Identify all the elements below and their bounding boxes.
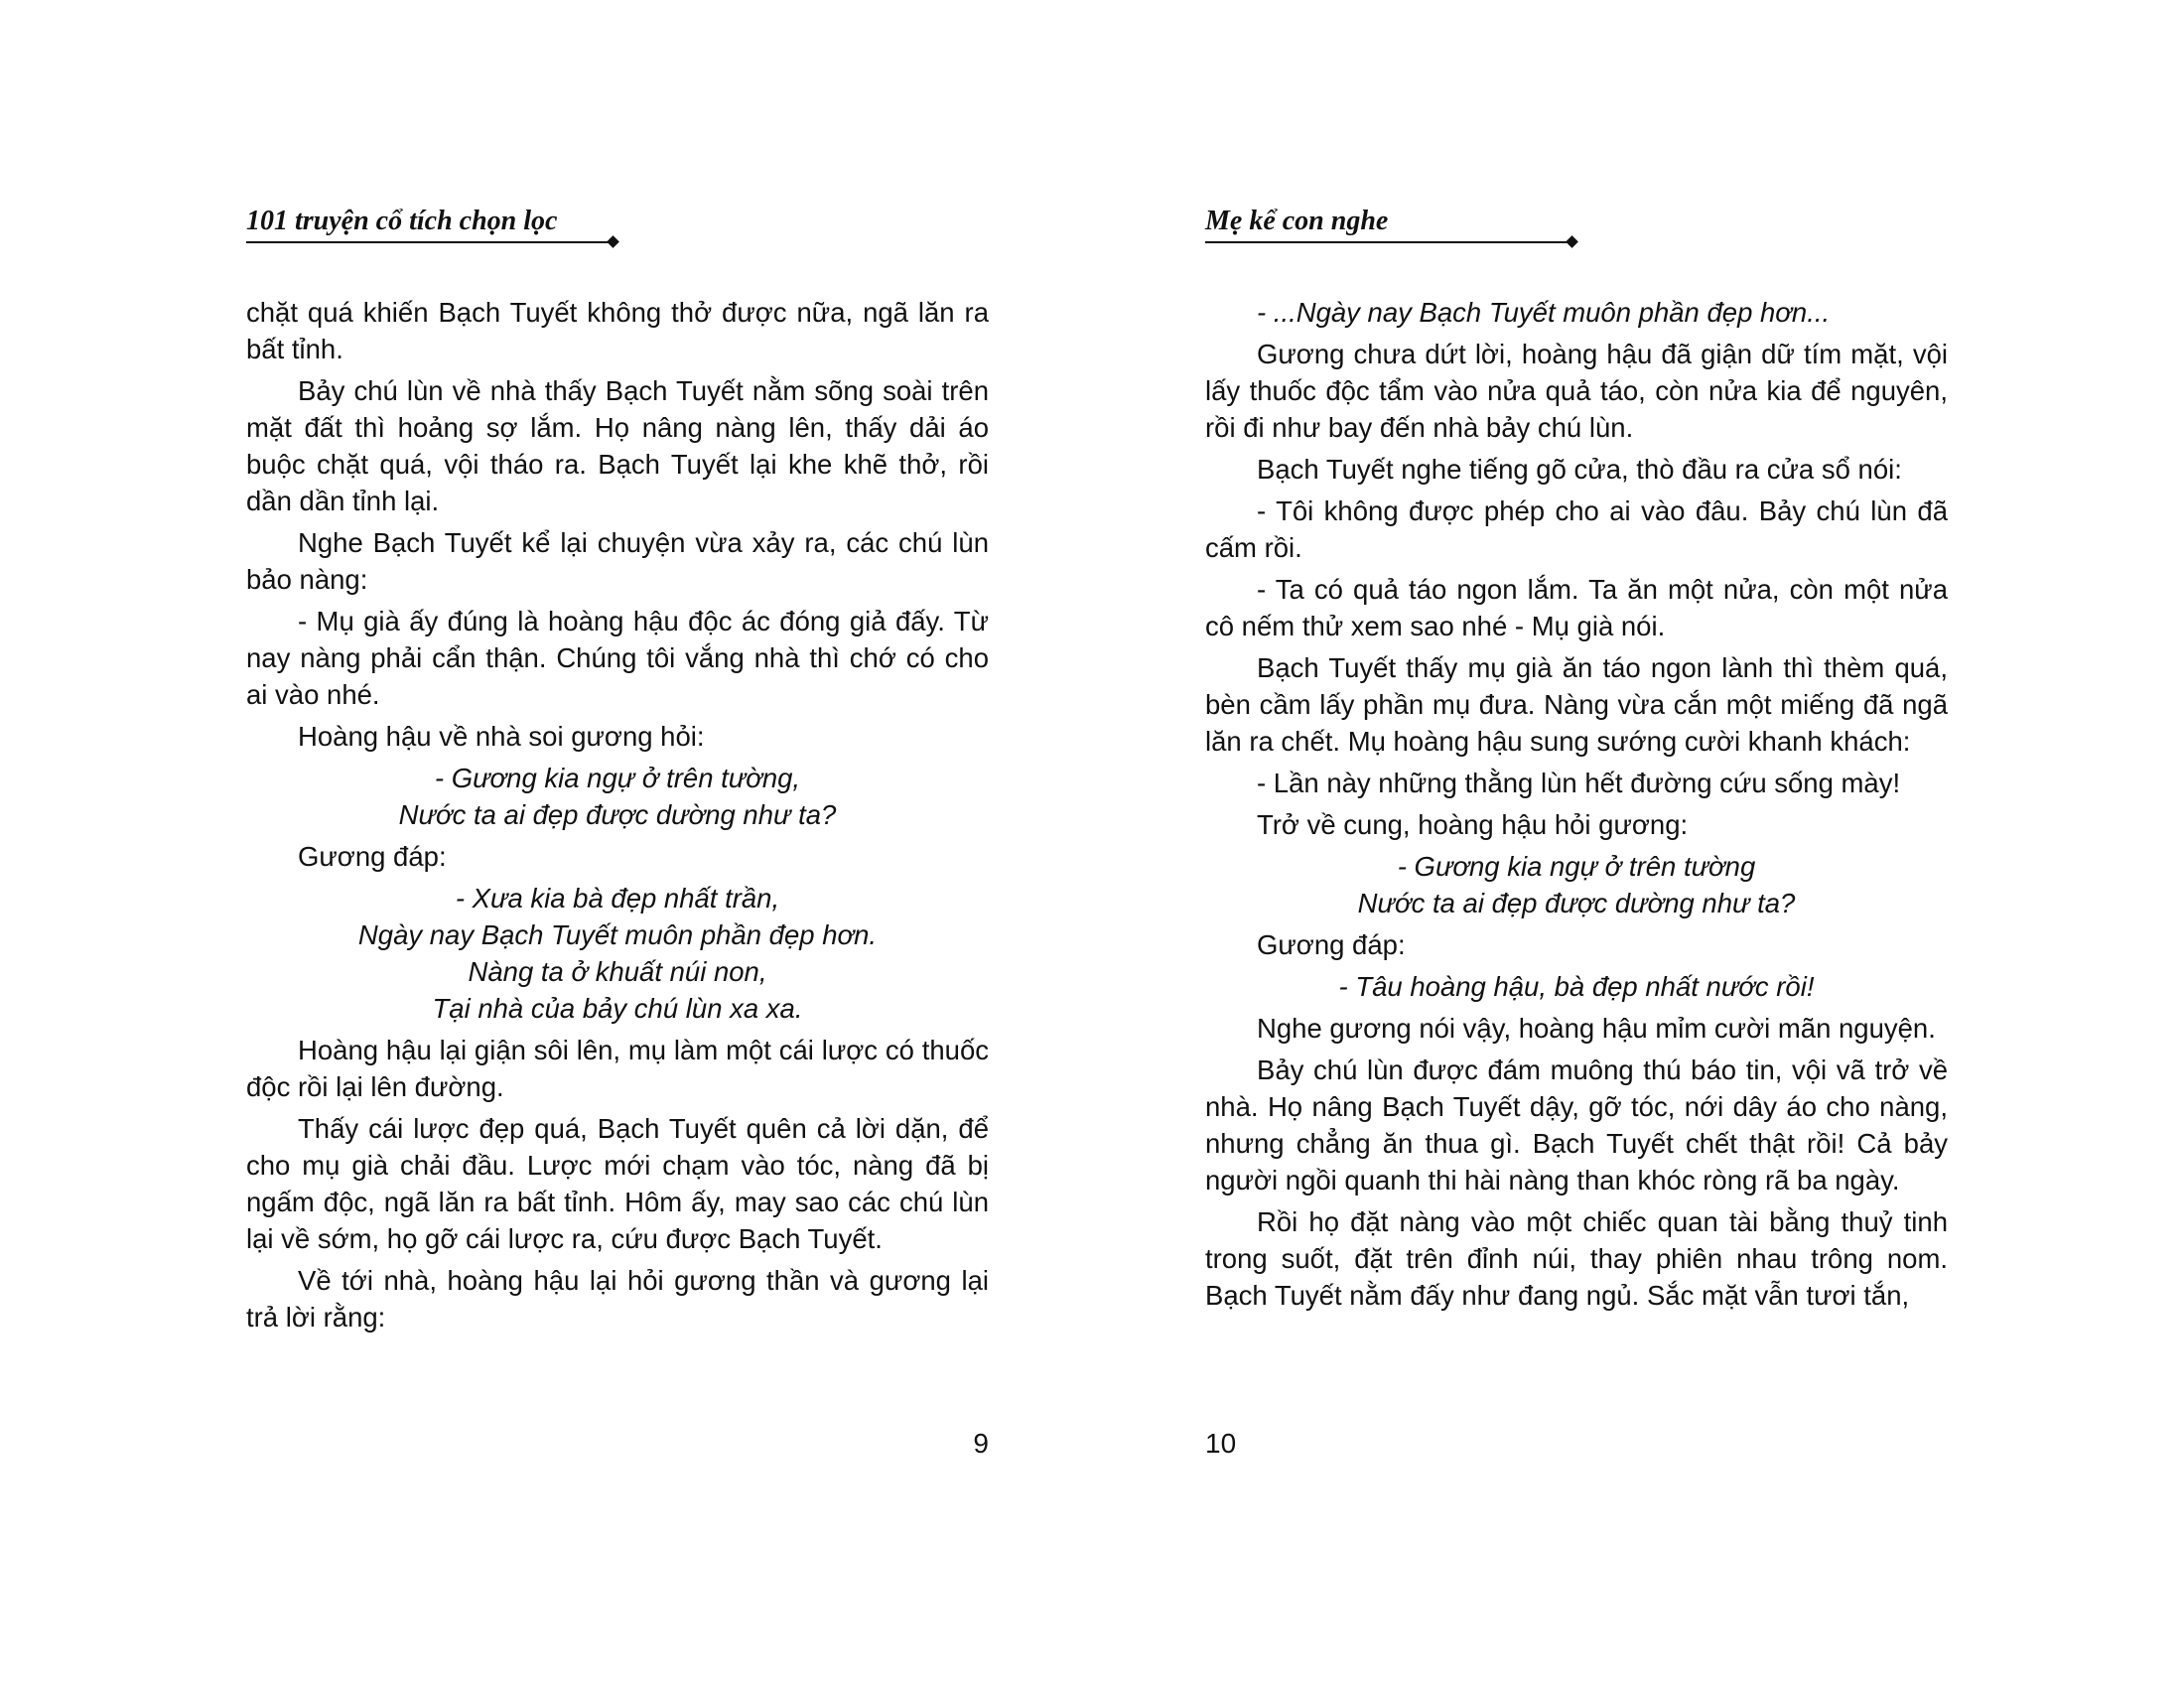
- paragraph: - ...Ngày nay Bạch Tuyết muôn phần đẹp hơn...: [1257, 297, 1831, 328]
- verse-line: Nước ta ai đẹp được dường như ta?: [398, 799, 837, 830]
- paragraph: Bảy chú lùn được đám muông thú báo tin, vội vã trở về nhà. Họ nâng Bạch Tuyết dậy, gỡ tóc, nới dây áo cho nàng, nhưng chẳng ăn thua gì. Bạch Tuyết chết thật rồi! Cả bảy người ngồi quanh thi hài nàng than khóc ròng rã ba ngày.: [1205, 1055, 1948, 1196]
- verse-line: Tại nhà của bảy chú lùn xa xa.: [432, 993, 803, 1024]
- paragraph: - Lần này những thằng lùn hết đường cứu sống mày!: [1257, 768, 1901, 798]
- verse-line: Ngày nay Bạch Tuyết muôn phần đẹp hơn.: [357, 919, 878, 950]
- verse-line: Nàng ta ở khuất núi non,: [468, 956, 767, 987]
- paragraph: Bảy chú lùn về nhà thấy Bạch Tuyết nằm sõng soài trên mặt đất thì hoảng sợ lắm. Họ nâng nàng lên, thấy dải áo buộc chặt quá, vội tháo ra. Bạch Tuyết lại khe khẽ thở, rồi dần dần tỉnh lại.: [246, 375, 989, 516]
- paragraph: - Mụ già ấy đúng là hoàng hậu độc ác đóng giả đấy. Từ nay nàng phải cẩn thận. Chúng tôi vắng nhà thì chớ có cho ai vào nhé.: [246, 606, 989, 710]
- paragraph: - Ta có quả táo ngon lắm. Ta ăn một nửa, còn một nửa cô nếm thử xem sao nhé - Mụ già nói.: [1205, 574, 1948, 641]
- paragraph: Bạch Tuyết nghe tiếng gõ cửa, thò đầu ra cửa sổ nói:: [1257, 454, 1902, 485]
- paragraph: Gương đáp:: [298, 841, 447, 872]
- verse-line: - Gương kia ngự ở trên tường: [1397, 851, 1756, 882]
- verse-line: Nước ta ai đẹp được dường như ta?: [1357, 888, 1796, 918]
- paragraph: Hoàng hậu lại giận sôi lên, mụ làm một cái lược có thuốc độc rồi lại lên đường.: [246, 1035, 989, 1102]
- page-number: 9: [973, 1428, 989, 1459]
- paragraph: - Tôi không được phép cho ai vào đâu. Bảy chú lùn đã cấm rồi.: [1205, 495, 1948, 563]
- paragraph: Gương chưa dứt lời, hoàng hậu đã giận dữ tím mặt, vội lấy thuốc độc tẩm vào nửa quả táo, còn nửa kia để nguyên, rồi đi như bay đến nhà bảy chú lùn.: [1205, 339, 1948, 443]
- paragraph: Trở về cung, hoàng hậu hỏi gương:: [1257, 809, 1689, 840]
- running-header: [246, 205, 623, 248]
- paragraph: Hoàng hậu về nhà soi gương hỏi:: [298, 721, 705, 752]
- page-body: [1205, 294, 1948, 1319]
- page-number: 10: [1205, 1428, 1237, 1459]
- running-header: [1205, 205, 1582, 248]
- paragraph: Nghe Bạch Tuyết kể lại chuyện vừa xảy ra, các chú lùn bảo nàng:: [246, 527, 989, 595]
- verse-line: - Gương kia ngự ở trên tường,: [434, 763, 801, 793]
- paragraph: Rồi họ đặt nàng vào một chiếc quan tài bằng thuỷ tinh trong suốt, đặt trên đỉnh núi, thay phiên nhau trông nom. Bạch Tuyết nằm đấy như đang ngủ. Sắc mặt vẫn tươi tắn,: [1205, 1206, 1948, 1311]
- header-rule: [246, 241, 614, 243]
- paragraph: Thấy cái lược đẹp quá, Bạch Tuyết quên cả lời dặn, để cho mụ già chải đầu. Lược mới chạm vào tóc, nàng đã bị ngấm độc, ngã lăn ra bất tỉnh. Hôm ấy, may sao các chú lùn lại về sớm, họ gỡ cái lược ra, cứu được Bạch Tuyết.: [246, 1113, 989, 1254]
- paragraph: Nghe gương nói vậy, hoàng hậu mỉm cười mãn nguyện.: [1257, 1013, 1936, 1044]
- page-body: [246, 294, 989, 1340]
- paragraph: chặt quá khiến Bạch Tuyết không thở được nữa, ngã lăn ra bất tỉnh.: [246, 297, 989, 364]
- book-title: Mẹ kể con nghe: [1205, 206, 1389, 236]
- book-title: 101 truyện cổ tích chọn lọc: [246, 206, 558, 236]
- verse-line: - Xưa kia bà đẹp nhất trần,: [455, 883, 780, 914]
- paragraph: Bạch Tuyết thấy mụ già ăn táo ngon lành thì thèm quá, bèn cầm lấy phần mụ đưa. Nàng vừa cắn một miếng đã ngã lăn ra chết. Mụ hoàng hậu sung sướng cười khanh khách:: [1205, 652, 1948, 757]
- paragraph: Gương đáp:: [1257, 929, 1406, 960]
- verse-line: - Tâu hoàng hậu, bà đẹp nhất nước rồi!: [1338, 971, 1815, 1002]
- header-rule: [1205, 241, 1572, 243]
- paragraph: Về tới nhà, hoàng hậu lại hỏi gương thần và gương lại trả lời rằng:: [246, 1265, 989, 1333]
